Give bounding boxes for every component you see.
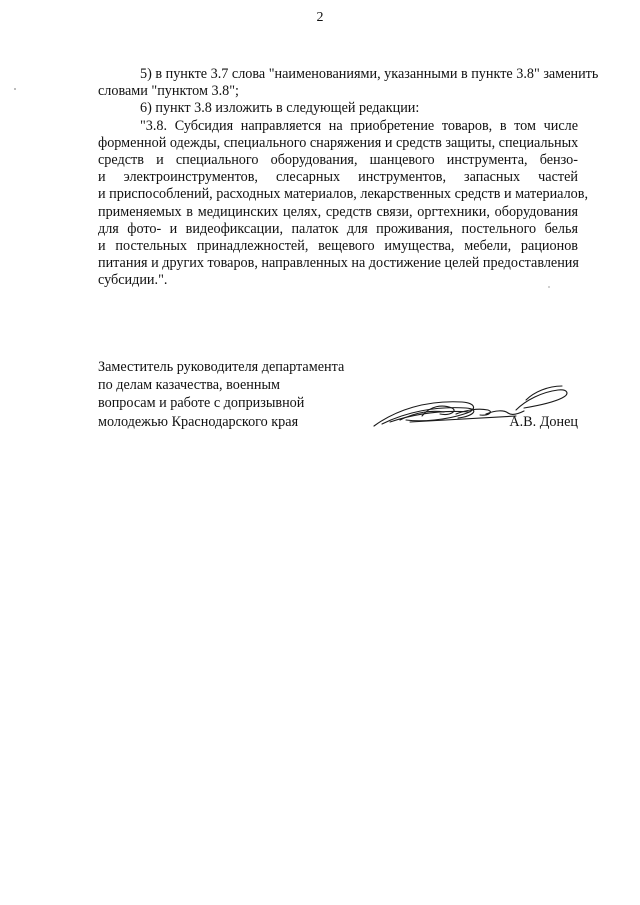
signer-name: А.В. Донец <box>509 413 578 430</box>
signer-title-line: Заместитель руководителя департамента <box>98 359 345 375</box>
signer-title-line: вопросам и работе с допризывной <box>98 395 305 412</box>
clause-line: и электроинструментов, слесарных инструментов, запасных частей <box>98 169 578 186</box>
clause-line: и приспособлений, расходных материалов, лекарственных средств и материалов, <box>98 186 589 203</box>
document-body <box>98 66 599 289</box>
signer-title-line: молодежью Краснодарского края <box>98 413 299 430</box>
clause-line: питания и других товаров, направленных на достижение целей предоставления <box>98 255 579 272</box>
signer-title-line: по делам казачества, военным <box>98 377 281 394</box>
paragraph-5-line: 5) в пункте 3.7 слова "наименованиями, указанными в пункте 3.8" заменить <box>140 66 599 82</box>
page-number: 2 <box>316 10 324 25</box>
paragraph-5-line: словами "пунктом 3.8"; <box>98 83 240 100</box>
clause-line: субсидии.". <box>98 272 168 289</box>
scan-speck <box>14 88 16 90</box>
clause-line: для фото- и видеофиксации, палаток для проживания, постельного белья <box>98 220 578 237</box>
clause-line: средств и специального оборудования, шанцевого инструмента, бензо- <box>98 151 578 168</box>
clause-line: "3.8. Субсидия направляется на приобретение товаров, в том числе <box>140 117 578 134</box>
signature-block <box>98 358 578 431</box>
clause-line: форменной одежды, специального снаряжения и средств защиты, специальных <box>98 134 579 151</box>
clause-line: применяемых в медицинских целях, средств связи, оргтехники, оборудования <box>98 203 578 220</box>
clause-line: и постельных принадлежностей, вещевого имущества, мебели, рационов <box>98 237 578 254</box>
paragraph-6-line: 6) пункт 3.8 изложить в следующей редакции: <box>140 100 420 117</box>
